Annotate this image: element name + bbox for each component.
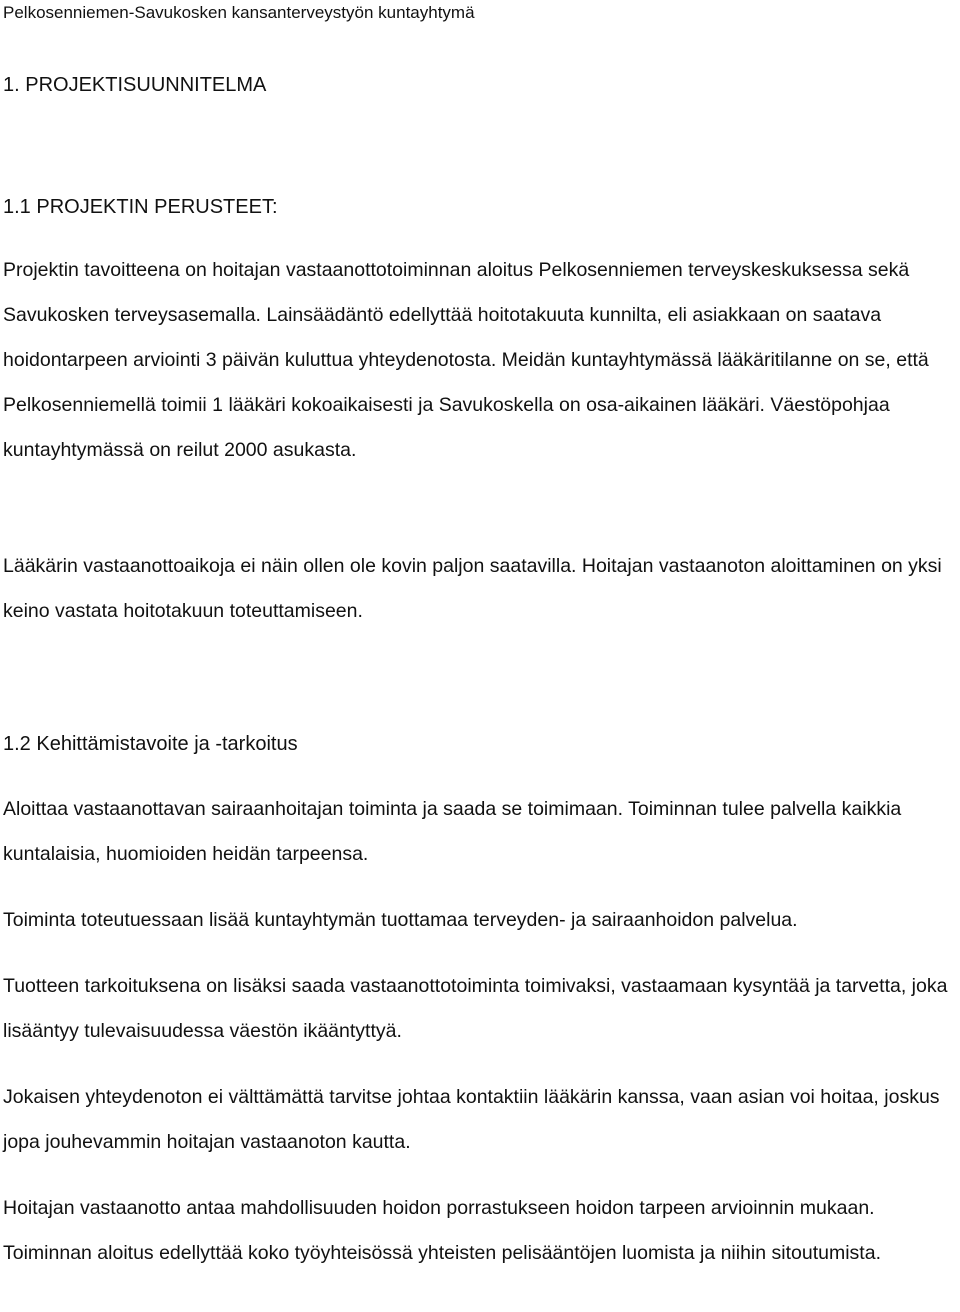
document-header: Pelkosenniemen-Savukosken kansanterveystyön kuntayhtymä xyxy=(3,3,475,22)
paragraph: Jokaisen yhteydenoton ei välttämättä tarvitse johtaa kontaktiin lääkärin kanssa, vaan asian voi hoitaa, joskus jopa jouhevammin hoitajan vastaanoton kautta. xyxy=(3,1086,940,1153)
paragraph: Tuotteen tarkoituksena on lisäksi saada vastaanottotoiminta toimivaksi, vastaamaan kysyntää ja tarvetta, joka lisääntyy tulevaisuudessa väestön ikääntyttyä. xyxy=(3,975,948,1042)
section-heading-1-1: 1.1 PROJEKTIN PERUSTEET: xyxy=(3,196,278,218)
section-heading-1-2: 1.2 Kehittämistavoite ja -tarkoitus xyxy=(3,733,298,755)
paragraph: Projektin tavoitteena on hoitajan vastaanottotoiminnan aloitus Pelkosenniemen terveyskeskuksessa sekä Savukosken terveysasemalla. Lainsäädäntö edellyttää hoitotakuuta kunnilta, eli asiakkaan on saatava hoidontarpeen arviointi 3 päivän kuluttua yhteydenotosta. Meidän kuntayhtymässä lääkäritilanne on se, että Pelkosenniemellä toimii 1 lääkäri kokoaikaisesti ja Savukoskella on osa-aikainen lääkäri. Väestöpohjaa kuntayhtymässä on reilut 2000 asukasta. xyxy=(3,259,929,461)
paragraph: Aloittaa vastaanottavan sairaanhoitajan toiminta ja saada se toimimaan. Toiminnan tulee palvella kaikkia kuntalaisia, huomioiden heidän tarpeensa. xyxy=(3,798,902,865)
paragraph: Hoitajan vastaanotto antaa mahdollisuuden hoidon porrastukseen hoidon tarpeen arvioinnin mukaan. Toiminnan aloitus edellyttää koko työyhteisössä yhteisten pelisääntöjen luomista ja niihin sitoutumista. xyxy=(3,1197,881,1264)
chapter-heading: 1. PROJEKTISUUNNITELMA xyxy=(3,74,267,96)
paragraph: Toiminta toteutuessaan lisää kuntayhtymän tuottamaa terveyden- ja sairaanhoidon palvelua. xyxy=(3,909,798,931)
paragraph: Lääkärin vastaanottoaikoja ei näin ollen ole kovin paljon saatavilla. Hoitajan vastaanoton aloittaminen on yksi keino vastata hoitotakuun toteuttamiseen. xyxy=(3,555,942,622)
